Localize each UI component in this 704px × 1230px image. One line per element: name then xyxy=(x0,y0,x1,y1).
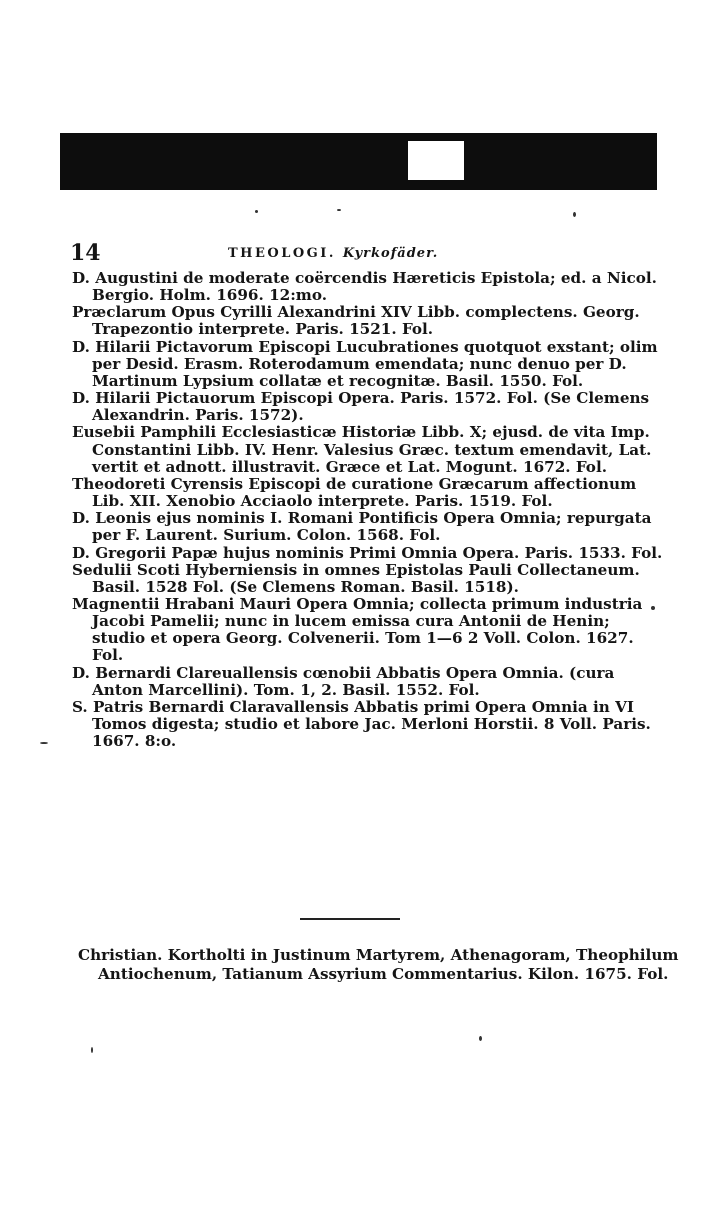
bibliography-entry: Magnentii Hrabani Mauri Opera Omnia; collecta primum industria Jacobi Pamelii; nunc in lucem emissa cura Antonii de Henin; studio et opera Georg. Colvenerii. Tom 1—6 2 Voll. Colon. 1627. Fol. xyxy=(72,594,643,665)
print-speck xyxy=(91,1047,93,1053)
bibliography-entry: D. Bernardi Clareuallensis cœnobii Abbatis Opera Omnia. (cura Anton Marcellini). Tom. 1, 2. Basil. 1552. Fol. xyxy=(72,663,615,699)
print-speck xyxy=(651,606,655,610)
bibliography-entry: Theodoreti Cyrensis Episcopi de curatione Græcarum affectionum Lib. XII. Xenobio Acciaolo interprete. Paris. 1519. Fol. xyxy=(72,474,637,511)
bibliography-entry: Præclarum Opus Cyrilli Alexandrini XIV Libb. complectens. Georg. Trapezontio interprete. Paris. 1521. Fol. xyxy=(72,303,640,339)
running-head-main: THEOLOGI. xyxy=(228,246,336,261)
print-speck xyxy=(337,209,341,211)
bibliography-entry: Sedulii Scoti Hyberniensis in omnes Epistolas Pauli Collectaneum. Basil. 1528 Fol. (Se Clemens Roman. Basil. 1518). xyxy=(72,560,640,596)
print-speck xyxy=(255,210,258,213)
print-speck xyxy=(479,1036,482,1041)
header-band-gap xyxy=(408,141,464,180)
running-head-sub: Kyrkofäder. xyxy=(342,246,439,261)
bibliography-entry: D. Hilarii Pictavorum Episcopi Lucubrationes quotquot exstant; olim per Desid. Erasm. Roterodamum emendata; nunc denuo per D. Martinum Lypsium collatæ et recognitæ. Basil. 1550. Fol. xyxy=(72,337,658,390)
bibliography-entry: Eusebii Pamphili Ecclesiasticæ Historiæ Libb. X; ejusd. de vita Imp. Constantini Libb. IV. Henr. Valesius Græc. textum emendavit, Lat. vertit et adnott. illustravit. Græce et Lat. Mogunt. 1672. Fol. xyxy=(72,423,652,476)
page-number: 14 xyxy=(70,240,101,266)
bibliography-entry: D. Augustini de moderate coërcendis Hæreticis Epistola; ed. a Nicol. Bergio. Holm. 1696. 12:mo. xyxy=(72,269,657,305)
bibliography-list xyxy=(72,270,666,750)
bibliography-entry: D. Hilarii Pictauorum Episcopi Opera. Paris. 1572. Fol. (Se Clemens Alexandrin. Paris. 1572). xyxy=(72,389,650,425)
black-header-band xyxy=(60,133,657,190)
bibliography-entry: D. Leonis ejus nominis I. Romani Pontificis Opera Omnia; repurgata per F. Laurent. Surium. Colon. 1568. Fol. xyxy=(72,509,652,545)
section-divider xyxy=(300,918,400,920)
print-speck xyxy=(573,212,576,217)
bibliography-entry: D. Gregorii Papæ hujus nominis Primi Omnia Opera. Paris. 1533. Fol. xyxy=(72,543,663,562)
print-speck xyxy=(40,742,48,744)
page-header xyxy=(70,240,660,266)
running-head xyxy=(228,246,438,261)
bibliography-entry: S. Patris Bernardi Claravallensis Abbatis primi Opera Omnia in VI Tomos digesta; studio et labore Jac. Merloni Horstii. 8 Voll. Paris. 1667. 8:o. xyxy=(72,697,651,751)
final-entry: Christian. Kortholti in Justinum Martyrem, Athenagoram, Theophilum Antiochenum, Tatianum Assyrium Commentarius. Kilon. 1675. Fol. xyxy=(78,946,679,983)
